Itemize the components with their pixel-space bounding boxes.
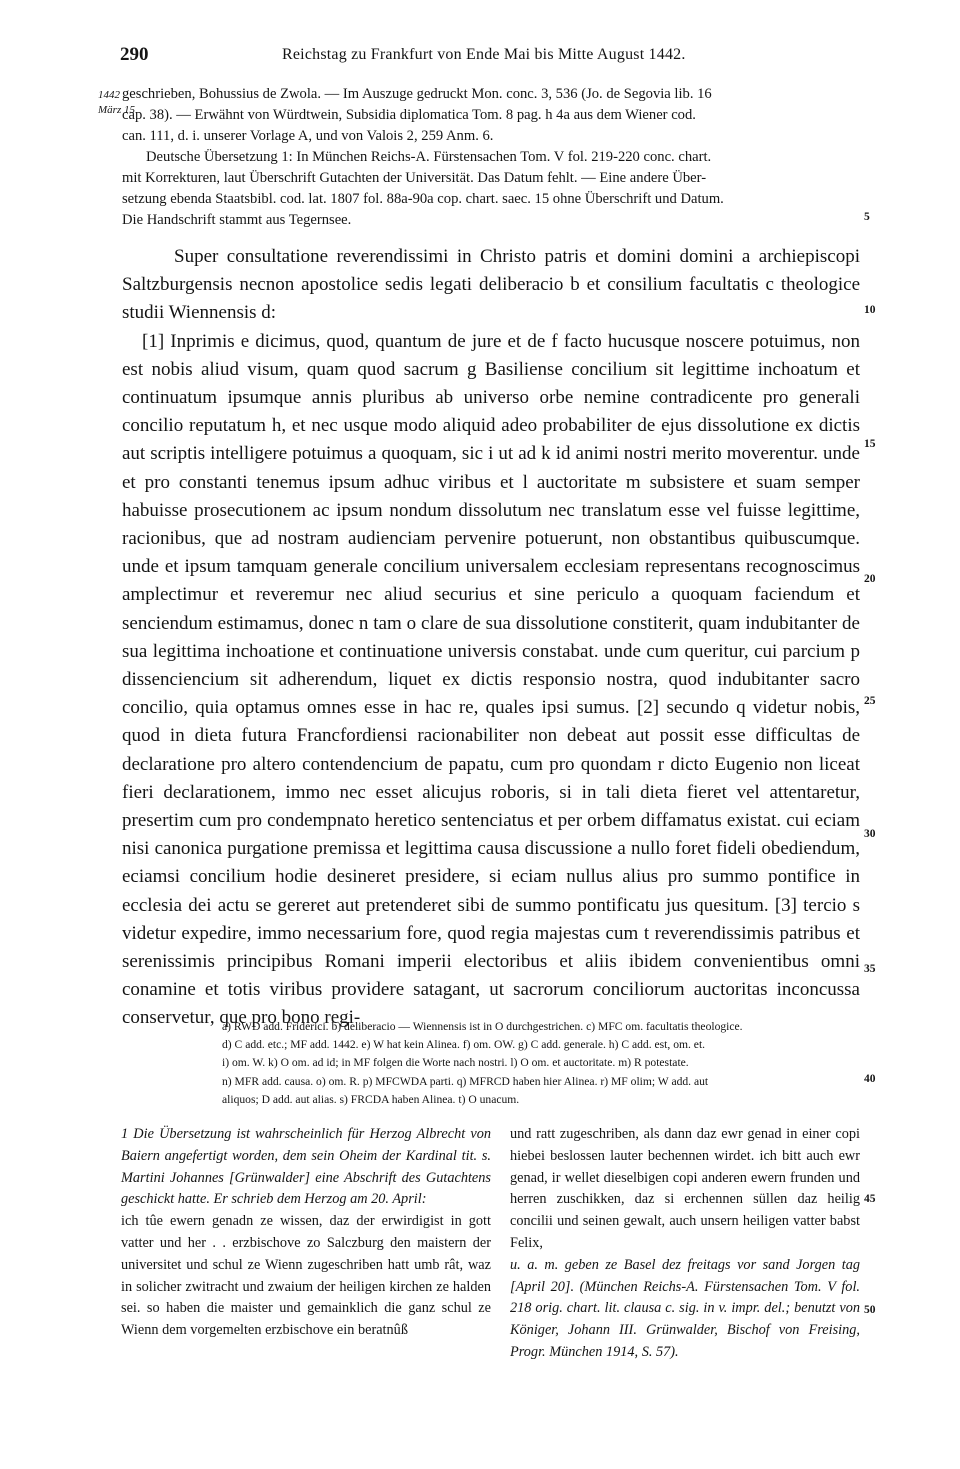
source-note-line: mit Korrekturen, laut Überschrift Gutachten der Universität. Das Datum fehlt. — Eine andere Über-: [122, 170, 707, 186]
variant-notes: [222, 1018, 854, 1109]
source-note-line: Deutsche Übersetzung 1: In München Reichs-A. Fürstensachen Tom. V fol. 219-220 conc. chart.: [146, 149, 712, 165]
footnote-intro: 1 Die Übersetzung ist wahrscheinlich für Herzog Albrecht von Baiern angefertigt worden, dem sein Oheim der Kardinal tit. s. Martini Johannes [Grünwalder] eine Abschrift des Gutachtens geschickt hatte. Er schrieb dem Herzog am 20. April:: [121, 1126, 491, 1208]
line-number: 30: [864, 828, 876, 840]
variant-note-line: n) MFR add. causa. o) om. R. p) MFCWDA parti. q) MFRCD haben hier Alinea. r) MF olim; W add. aut: [222, 1074, 709, 1088]
source-note-line: cap. 38). — Erwähnt von Würdtwein, Subsidia diplomatica Tom. 8 pag. h 4a aus dem Wiener cod.: [122, 107, 696, 123]
line-number: 25: [864, 695, 876, 707]
source-note-line: Die Handschrift stammt aus Tegernsee.: [122, 212, 352, 228]
line-number: 5: [864, 211, 870, 223]
line-number: 50: [864, 1304, 876, 1316]
footnote-right-column: [510, 1124, 860, 1364]
line-number: 10: [864, 304, 876, 316]
main-text: [122, 243, 860, 1033]
source-note-line: geschrieben, Bohussius de Zwola. — Im Auszuge gedruckt Mon. conc. 3, 536 (Jo. de Segovia lib. 16: [122, 86, 712, 102]
line-number: 45: [864, 1193, 876, 1205]
footnote-source-citation: u. a. m. geben ze Basel dez freitags vor sand Jorgen tag [April 20]. (München Reichs-A. Fürstensachen Tom. V fol. 218 orig. chart. lit. clausa c. sig. in v. impr. del.; benutzt von Königer, Johann III. Grünwalder, Bischof von Freising, Progr. München 1914, S. 57).: [510, 1256, 860, 1360]
line-number: 35: [864, 963, 876, 975]
margin-date-day: März 15: [98, 104, 135, 116]
source-note-line: can. 111, d. i. unserer Vorlage A, und von Valois 2, 259 Anm. 6.: [122, 128, 494, 144]
text-paragraph: [1] Inprimis e dicimus, quod, quantum de jure et de f facto hucusque noscere potuimus, non est nobis aliud visum, quam quod sacrum g Basiliense concilium sit legittime inchoatum et continuatum ipsumque annis pluribus ab universo orbe nemine contradicente pro generali concilio reputatum h, et nec usque modo aliquid adeo probabiliter de ejus dissolutione ex dictis aut scriptis intelligere potuimus a quoquam, sic i ut ad k id animi nostri merito moverentur. unde et pro constanti tenemus ipsum adhuc viribus et l auctoritate m subsistere et suam semper habuisse prosecutionem ac ipsum nondum dissolutum nec translatum esse vel fuisse legittime, racionibus, que ad nostram audienciam pervenire potuerunt, non obstantibus quibuscumque. unde et ipsum tamquam generale concilium universalem ecclesiam representans recognoscimus amplectimur et reveremur nec aliud securius et sine periculo a quoquam faciendum et senciendum estimamus, donec n tam o clare de sua dissolutione constiterit, quam indubitanter de sua legittima inchoatione et continuatione universis constabat. unde cum queritur, cui parcium p dissenciencium sit adherendum, liquet ex dictis responsio nostra, quod indubitanter sacro concilio, quia optamus omnes esse in hac re, quales ipsi sumus. [2] secundo q videtur nobis, quod in dieta futura Francfordiensi racionabiliter non debeat aut possit esse difficultas de declaratione pro altero contendencium de papatu, cum pro quondam r dicto Eugenio non liceat fieri declarationem, immo nec esset alicujus roboris, si in tali dieta fieret vel attentaretur, presertim cum pro condempnato heretico sentenciatus et per orbem diffamatus existat. cui eciam nisi canonica purgatione premissa et legittima causa discussione a nullo foret fideli obediendum, eciamsi concilium hodie desineret presidere, si eciam nullus alius pro summo pontifice in ecclesia dei actu se gereret aut pretenderet sibi de summo pontificatu jus quesitum. [3] tercio s videtur expedire, immo necessarium fore, quod regia majestas cum t reverendissimis patribus et serenissimis principibus Romani imperii electoribus et aliis ibidem convenientibus omni conamine et totis viribus providere satagant, ut sacrorum conciliorum auctoritas inconcussa conservetur, que pro bono regi-: [122, 330, 860, 1029]
line-number: 15: [864, 438, 876, 450]
footnote-quote-continued: und ratt zugeschriben, als dann daz ewr genad in einer copi hiebei beslossen lauter bechennen wirdet. ich bitt auch ewr genad, ir wellet dieselbigen copi anderen ewern frunden und herren zuschikken, daz si erchennen süllen daz heilig concilii und seinen gewalt, auch unsern heiligen vatter babst Felix,: [510, 1126, 860, 1251]
footnote-quote: ich tûe ewern genadn ze wissen, daz der erwirdigist in gott vatter und her . . erzbischove zo Salczburg den maistern der universitet und schul ze Wienn zugeschriben hatt umb rât, waz in solicher zwitracht und zwaium der heiligen kirchen ze halden sei. so haben die maister und gemainklich die ganz schul ze Wienn dem vorgemelten erzbischove ein beratnûß: [121, 1213, 491, 1339]
page-number: 290: [120, 44, 149, 65]
footnote-left-column: [121, 1124, 491, 1342]
line-number: 20: [864, 573, 876, 585]
variant-note-line: a) RWD add. Friderici. b) deliberacio — Wiennensis ist in O durchgestrichen. c) MFC om. facultatis theologice.: [222, 1020, 743, 1033]
variant-note-line: i) om. W. k) O om. ad id; in MF folgen die Worte nach nostri. l) O om. et auctoritate. m) R potestate.: [222, 1056, 689, 1070]
source-note-line: setzung ebenda Staatsbibl. cod. lat. 1807 fol. 88a-90a cop. chart. saec. 15 ohne Überschrift und Datum.: [122, 191, 724, 207]
running-title: Reichstag zu Frankfurt von Ende Mai bis Mitte August 1442.: [282, 46, 686, 63]
running-head: [120, 44, 860, 70]
variant-note-line: d) C add. etc.; MF add. 1442. e) W hat kein Alinea. f) om. OW. g) C add. generale. h) C add. est, om. et.: [222, 1038, 706, 1052]
text-paragraph: Super consultatione reverendissimi in Christo patris et domini domini a archiepiscopi Saltzburgensis necnon apostolice sedis legati deliberacio b et consilium facultatis c theologice studii Wiennensis d:: [122, 246, 860, 324]
margin-date-year: 1442: [98, 89, 120, 101]
source-description: [122, 84, 858, 231]
line-number: 40: [864, 1073, 876, 1085]
variant-note-line: aliquos; D add. aut alias. s) FRCDA haben Alinea. t) O unacum.: [222, 1092, 520, 1106]
